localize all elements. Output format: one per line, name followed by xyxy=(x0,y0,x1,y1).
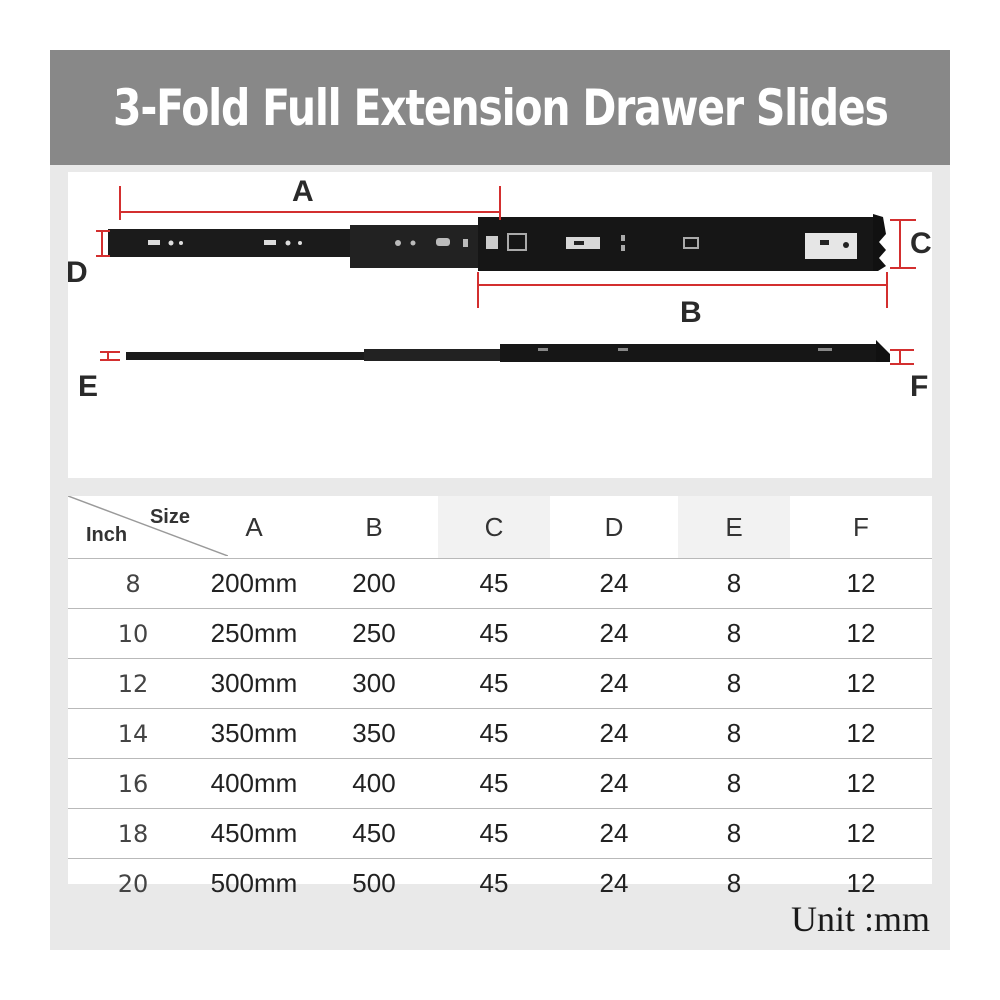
size-table xyxy=(68,496,932,908)
column-header-c: C xyxy=(438,496,550,559)
value-cell-f: 12 xyxy=(790,759,932,809)
value-cell-e: 8 xyxy=(678,859,790,909)
inch-cell: 14 xyxy=(68,709,198,759)
rail-slot xyxy=(148,240,160,245)
inch-cell: 12 xyxy=(68,659,198,709)
table-row xyxy=(68,609,932,659)
value-cell-f: 12 xyxy=(790,559,932,609)
rail-end-cap-top xyxy=(876,340,890,362)
value-cell-d: 24 xyxy=(550,709,678,759)
value-cell-a: 200mm xyxy=(198,559,310,609)
value-cell-c: 45 xyxy=(438,559,550,609)
value-cell-c: 45 xyxy=(438,859,550,909)
rail-slot xyxy=(436,238,450,246)
value-cell-c: 45 xyxy=(438,709,550,759)
value-cell-e: 8 xyxy=(678,759,790,809)
rail-slot xyxy=(621,245,625,251)
value-cell-b: 500 xyxy=(310,859,438,909)
column-header-d: D xyxy=(604,511,624,542)
middle-rail xyxy=(350,225,500,268)
value-cell-b: 350 xyxy=(310,709,438,759)
unit-note: Unit :mm xyxy=(790,899,930,939)
slide-diagram xyxy=(68,172,932,478)
dimension-label-b: B xyxy=(680,296,702,329)
page-title: 3-Fold Full Extension Drawer Slides xyxy=(112,78,888,137)
value-cell-b: 250 xyxy=(310,609,438,659)
value-cell-c: 45 xyxy=(438,659,550,709)
value-cell-d: 24 xyxy=(550,809,678,859)
rail-slot xyxy=(618,348,628,351)
value-cell-d: 24 xyxy=(550,759,678,809)
value-cell-d: 24 xyxy=(550,659,678,709)
rail-hole xyxy=(286,241,291,246)
bracket-hole xyxy=(843,242,849,248)
inch-cell: 8 xyxy=(68,559,198,609)
rail-slot xyxy=(538,348,548,351)
value-cell-e: 8 xyxy=(678,659,790,709)
outer-rail-top xyxy=(500,344,878,362)
value-cell-d: 24 xyxy=(550,859,678,909)
value-cell-f: 12 xyxy=(790,609,932,659)
table-row xyxy=(68,659,932,709)
rail-slot xyxy=(621,235,625,241)
value-cell-e: 8 xyxy=(678,559,790,609)
value-cell-a: 450mm xyxy=(198,809,310,859)
value-cell-a: 500mm xyxy=(198,859,310,909)
middle-rail-top xyxy=(364,349,504,361)
rail-hole xyxy=(179,241,183,245)
size-table-container xyxy=(68,496,932,898)
rail-hole xyxy=(298,241,302,245)
value-cell-b: 400 xyxy=(310,759,438,809)
dimension-label-c: C xyxy=(910,227,932,260)
table-row xyxy=(68,759,932,809)
column-header-a: A xyxy=(245,511,263,542)
value-cell-a: 250mm xyxy=(198,609,310,659)
corner-size-label: Size xyxy=(149,506,190,528)
inch-cell: 10 xyxy=(68,609,198,659)
table-corner-cell xyxy=(68,496,198,559)
bracket-plate xyxy=(805,233,857,259)
rail-hole xyxy=(395,240,401,246)
rail-slot xyxy=(818,348,832,351)
value-cell-f: 12 xyxy=(790,809,932,859)
value-cell-e: 8 xyxy=(678,609,790,659)
table-row xyxy=(68,559,932,609)
title-bar xyxy=(50,50,950,165)
rail-end-cap xyxy=(873,214,886,271)
rail-slot xyxy=(463,239,468,247)
corner-inch-label: Inch xyxy=(86,524,128,546)
value-cell-d: 24 xyxy=(550,609,678,659)
rail-hole xyxy=(169,241,174,246)
value-cell-f: 12 xyxy=(790,859,932,909)
inch-cell: 16 xyxy=(68,759,198,809)
dimension-label-e: E xyxy=(78,370,99,403)
value-cell-c: 45 xyxy=(438,809,550,859)
column-header-f: F xyxy=(853,511,869,542)
bracket-slot xyxy=(820,240,829,245)
slide-side-view xyxy=(108,214,886,271)
slide-top-view xyxy=(126,340,890,362)
value-cell-b: 200 xyxy=(310,559,438,609)
rail-slot xyxy=(264,240,276,245)
dimension-lines xyxy=(96,186,916,364)
value-cell-d: 24 xyxy=(550,559,678,609)
value-cell-c: 45 xyxy=(438,759,550,809)
value-cell-e: 8 xyxy=(678,809,790,859)
table-row xyxy=(68,809,932,859)
value-cell-a: 300mm xyxy=(198,659,310,709)
dimension-label-d: D xyxy=(66,256,88,289)
value-cell-b: 450 xyxy=(310,809,438,859)
rail-latch xyxy=(486,236,498,249)
value-cell-e: 8 xyxy=(678,709,790,759)
drawer-slide-illustration xyxy=(68,172,932,478)
rail-hole xyxy=(411,241,416,246)
dimension-label-f: F xyxy=(910,370,929,403)
value-cell-f: 12 xyxy=(790,659,932,709)
column-header-e: E xyxy=(678,496,790,559)
dimension-label-a: A xyxy=(292,175,314,208)
inner-rail-top xyxy=(126,352,366,360)
value-cell-f: 12 xyxy=(790,709,932,759)
column-header-b: B xyxy=(365,511,383,542)
table-row xyxy=(68,709,932,759)
value-cell-a: 400mm xyxy=(198,759,310,809)
value-cell-a: 350mm xyxy=(198,709,310,759)
inch-cell: 20 xyxy=(68,859,198,909)
table-header-row xyxy=(68,496,932,559)
inch-cell: 18 xyxy=(68,809,198,859)
table-body xyxy=(68,559,932,909)
rail-window-slot xyxy=(574,241,584,245)
value-cell-b: 300 xyxy=(310,659,438,709)
inner-rail xyxy=(108,229,353,257)
value-cell-c: 45 xyxy=(438,609,550,659)
